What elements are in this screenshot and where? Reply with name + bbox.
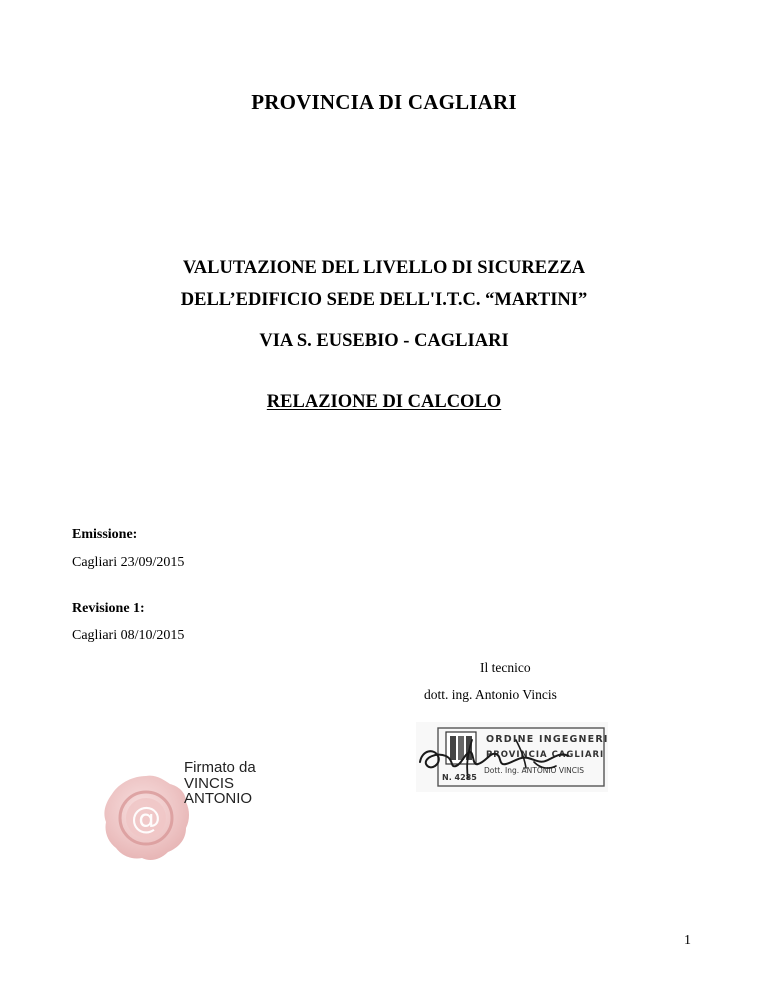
report-title-text: RELAZIONE DI CALCOLO bbox=[266, 392, 502, 412]
stamp-line-3: Dott. Ing. ANTONIO VINCIS bbox=[484, 766, 585, 775]
report-title bbox=[0, 392, 768, 413]
subject-line-1: VALUTAZIONE DEL LIVELLO DI SICUREZZA bbox=[182, 258, 586, 278]
signature-line-1: Firmato da bbox=[184, 759, 256, 776]
signature-line-2: VINCIS bbox=[184, 774, 235, 792]
digital-signature-seal-icon bbox=[98, 770, 194, 866]
emission-date: Cagliari 23/09/2015 bbox=[72, 555, 185, 570]
stamp-number: N. 4285 bbox=[442, 773, 477, 782]
signature-line-3: ANTONIO bbox=[184, 790, 253, 807]
digital-signature-text bbox=[184, 760, 256, 807]
engineer-stamp bbox=[416, 722, 608, 792]
subject-line-3: VIA S. EUSEBIO - CAGLIARI bbox=[259, 331, 509, 351]
stamp-line-1: ORDINE INGEGNERI bbox=[486, 734, 608, 745]
emission-label: Emissione: bbox=[72, 527, 138, 542]
technician-name: dott. ing. Antonio Vincis bbox=[424, 687, 557, 702]
revision-label: Revisione 1: bbox=[72, 601, 145, 616]
svg-text:@: @ bbox=[131, 801, 161, 836]
subject-line-2: DELL’EDIFICIO SEDE DELL'I.T.C. “MARTINI” bbox=[180, 290, 588, 310]
page-number: 1 bbox=[684, 933, 691, 948]
province-header: PROVINCIA DI CAGLIARI bbox=[251, 90, 517, 114]
revision-date: Cagliari 08/10/2015 bbox=[72, 628, 185, 643]
technician-role: Il tecnico bbox=[480, 660, 531, 675]
stamp-line-2: PROVINCIA CAGLIARI bbox=[486, 750, 605, 760]
